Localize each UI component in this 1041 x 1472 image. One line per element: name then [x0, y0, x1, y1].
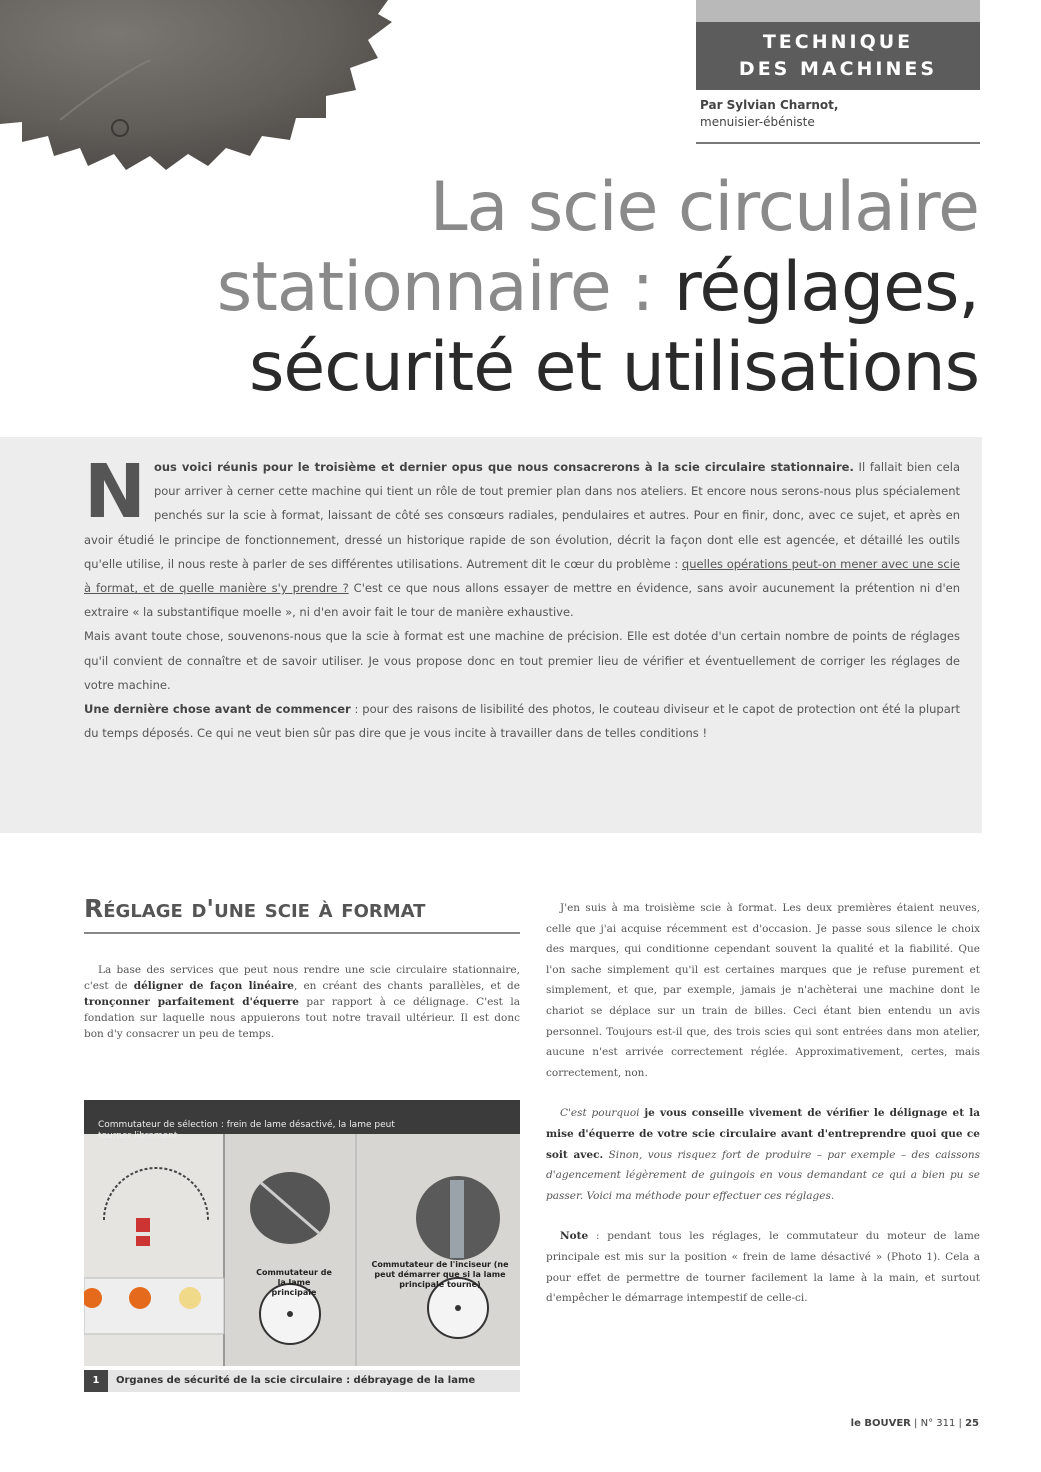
photo-1	[84, 1100, 520, 1366]
byline-rule	[696, 142, 980, 144]
intro-p3-rest: : pour des raisons de lisibilité des photos, le couteau diviseur et le capot de protection ont été la plupart du temps déposés. Ce qui ne veut bien sûr pas dire que je vous incite à travailler dans de telles conditions !	[84, 702, 961, 741]
photo-1-top-label: Commutateur de sélection : frein de lame désactivé, la lame peut tourner librement	[98, 1120, 395, 1141]
issue-number: | N° 311 |	[910, 1418, 966, 1429]
col1-bold-1: déligner de façon linéaire	[133, 980, 294, 992]
intro-paragraph-2: Mais avant toute chose, souvenons-nous que la scie à format est une machine de précision. Elle est dotée d'un certain nombre de points de réglages qu'il convient de connaître et de savoir utiliser. Je vous propose donc en tout premier lieu de vérifier et éventuellement de corriger les réglages de votre machine.	[84, 629, 960, 692]
author-role: menuisier-ébéniste	[700, 115, 815, 129]
col2-note-text: : pendant tous les réglages, le commutateur du moteur de lame principale est mis sur la position « frein de lame désactivé » (Photo 1). Cela a pour effet de permettre de tourner facilement la lame à la main, et surtout d'empêcher le démarrage intempestif de celle-ci.	[546, 1230, 980, 1305]
article-title	[217, 168, 979, 408]
col2-note-label: Note	[560, 1230, 589, 1243]
col2-paragraph-1: J'en suis à ma troisième scie à format. Les deux premières étaient neuves, celle que j'ai acquise récemment est d'occasion. Je passe sous silence le choix des marques, qui conditionne cependant souvent la qualité et la fiabilité. Que l'on sache simplement qu'il est certaines marques que je refuse purement et simplement, et que, par exemple, jamais je n'achèterai une machine dont le chariot se déplace sur un train de billes. Ceci étant bien entendu un avis personnel. Toujours est-il que, des trois scies qui sont entrées dans mon atelier, aucune n'est arrivée correctement réglée. Approximativement, certes, mais correctement, non.	[546, 902, 980, 1079]
col1-text-1: La base des services que peut nous rendre une scie circulaire stationnaire, c'est de	[84, 964, 520, 992]
section-heading: Réglage d'une scie à format	[84, 894, 426, 923]
title-line-2	[217, 248, 979, 328]
caption-number: 1	[84, 1370, 108, 1392]
caption-text: Organes de sécurité de la scie circulaire : débrayage de la lame	[116, 1375, 476, 1386]
col2-paragraph-2	[546, 1103, 980, 1206]
intro-box	[0, 437, 982, 833]
col2-p2-rest: Sinon, vous risquez fort de produire – par exemple – des caissons d'agencement légèrement de guingois en vous demandant ce qui a bien pu se passer. Voici ma méthode pour effectuer ces réglages.	[546, 1148, 980, 1202]
intro-p1-underline: quelles opérations peut-on mener avec une scie à format, et de quelle manière s'y prendre ?	[84, 556, 960, 596]
intro-p3-bold: Une dernière chose avant de commencer	[84, 702, 351, 717]
page-number: 25	[965, 1418, 979, 1429]
col1-text-2: , en créant des chants parallèles, et de	[293, 980, 520, 992]
title-line-2-light: stationnaire :	[216, 248, 674, 327]
title-line-3: sécurité et utilisations	[248, 328, 979, 407]
photo-1-caption	[84, 1370, 520, 1392]
rubric-line-2: DES MACHINES	[738, 58, 938, 80]
photo-1-label-scorer: Commutateur de l'inciseur (ne peut démarrer que si la lame principale tourne)	[371, 1260, 509, 1289]
page-folio	[851, 1418, 979, 1429]
drop-cap: N	[84, 449, 146, 535]
intro-p1-bold: ous voici réunis pour le troisième et dernier opus que nous consacrerons à la scie circulaire stationnaire.	[153, 460, 854, 474]
intro-paragraph-1	[84, 449, 960, 624]
section-heading-rule	[84, 932, 520, 934]
col2-p2-bold: je vous conseille vivement de vérifier le délignage et la mise d'équerre de votre scie circulaire avant d'entreprendre quoi que ce soit avec.	[546, 1107, 980, 1161]
byline	[700, 97, 838, 131]
col1-text-3: par rapport à ce délignage. C'est la fondation sur laquelle nous appuierons tout notre travail ultérieur. Il est donc bon d'y consacrer un peu de temps.	[84, 996, 521, 1040]
magazine-name: le BOUVER	[850, 1418, 911, 1429]
intro-p1-rest: Il fallait bien cela pour arriver à cerner cette machine qui tient un rôle de tout premier plan dans nos ateliers. Et encore nous serons-nous plus spécialement penchés sur la scie à format, laissant de côté ses consœurs radiales, pendulaires et autres. Pour en finir, donc, avec ce sujet, et après en avoir étudié le principe de fonctionnement, dressé un historique rapide de son évolution, décrit la façon dont elle est agencée, et détaillé les outils qu'elle utilise, il nous reste à parler de ses différentes utilisations. Autrement dit le cœur du problème :	[84, 460, 960, 571]
author-name: Par Sylvian Charnot,	[700, 98, 839, 112]
column-1-paragraph	[84, 962, 520, 1042]
intro-paragraph-3	[84, 697, 960, 745]
photo-1-label-main-blade: Commutateur de la lame principale	[256, 1268, 332, 1297]
col2-paragraph-3	[546, 1226, 980, 1308]
column-2	[546, 898, 980, 1329]
title-line-2-dark: réglages,	[673, 248, 979, 327]
rubric-line-1: TECHNIQUE	[762, 31, 914, 53]
title-line-1: La scie circulaire	[429, 168, 979, 247]
rubric-top-bar	[696, 0, 980, 22]
col2-p2-intro: C'est pourquoi	[560, 1107, 645, 1120]
section-rubric	[696, 22, 980, 90]
intro-p1-end: C'est ce que nous allons essayer de mettre en évidence, sans avoir aucunement la prétention ni d'en extraire « la substantifique moelle », ni d'en avoir fait le tour de manière exhaustive.	[84, 581, 960, 620]
col1-bold-2: tronçonner parfaitement d'équerre	[84, 996, 299, 1008]
